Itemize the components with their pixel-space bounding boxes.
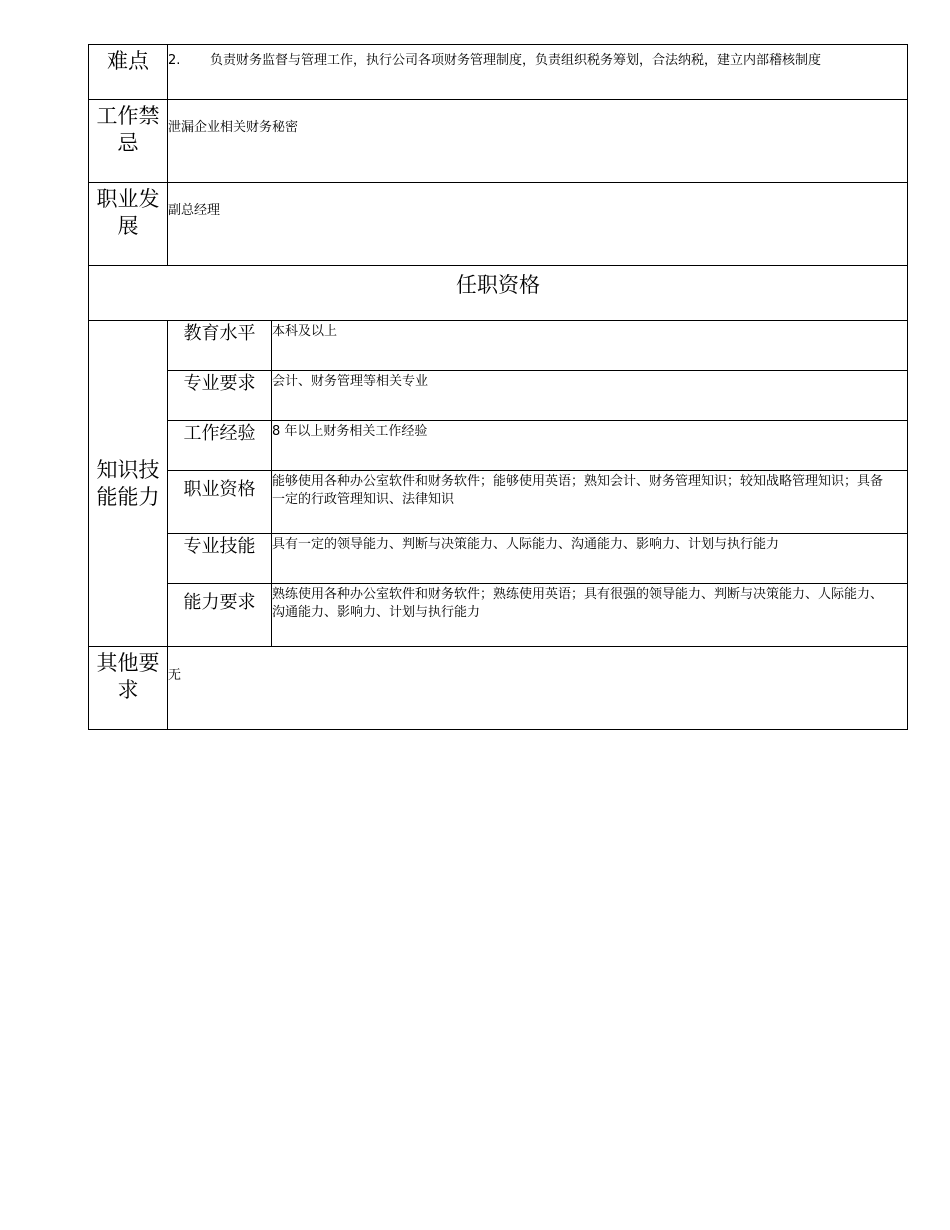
career-label: 职业发展 [89, 183, 168, 266]
knowledge-row-education [89, 321, 908, 371]
other-label: 其他要求 [89, 647, 168, 730]
certification-label: 职业资格 [168, 471, 272, 534]
qualification-title: 任职资格 [89, 266, 908, 321]
knowledge-row-skills [89, 534, 908, 584]
major-label: 专业要求 [168, 371, 272, 421]
major-text: 会计、财务管理等相关专业 [272, 371, 908, 421]
knowledge-row-certification [89, 471, 908, 534]
other-text: 无 [168, 647, 908, 730]
knowledge-label: 知识技能能力 [89, 321, 168, 647]
career-text: 副总经理 [168, 183, 908, 266]
qualification-title-row [89, 266, 908, 321]
difficulty-number: 2. [168, 53, 181, 68]
knowledge-row-ability [89, 584, 908, 647]
ability-text: 熟练使用各种办公室软件和财务软件；熟练使用英语；具有很强的领导能力、判断与决策能力、人际能力、沟通能力、影响力、计划与执行能力 [272, 584, 908, 647]
experience-label: 工作经验 [168, 421, 272, 471]
education-label: 教育水平 [168, 321, 272, 371]
skills-label: 专业技能 [168, 534, 272, 584]
taboo-label: 工作禁忌 [89, 100, 168, 183]
difficulty-label: 难点 [89, 45, 168, 100]
knowledge-row-major [89, 371, 908, 421]
difficulty-text: 负责财务监督与管理工作，执行公司各项财务管理制度，负责组织税务筹划，合法纳税，建立内部稽核制度 [210, 53, 822, 68]
job-description-table [88, 44, 908, 730]
skills-text: 具有一定的领导能力、判断与决策能力、人际能力、沟通能力、影响力、计划与执行能力 [272, 534, 908, 584]
taboo-row [89, 100, 908, 183]
certification-text: 能够使用各种办公室软件和财务软件；能够使用英语；熟知会计、财务管理知识；较知战略管理知识；具备一定的行政管理知识、法律知识 [272, 471, 908, 534]
other-row [89, 647, 908, 730]
knowledge-row-experience [89, 421, 908, 471]
ability-label: 能力要求 [168, 584, 272, 647]
career-row [89, 183, 908, 266]
education-text: 本科及以上 [272, 321, 908, 371]
difficulty-row [89, 45, 908, 100]
experience-text: 8 年以上财务相关工作经验 [272, 421, 908, 471]
difficulty-content [168, 45, 908, 100]
taboo-text: 泄漏企业相关财务秘密 [168, 100, 908, 183]
